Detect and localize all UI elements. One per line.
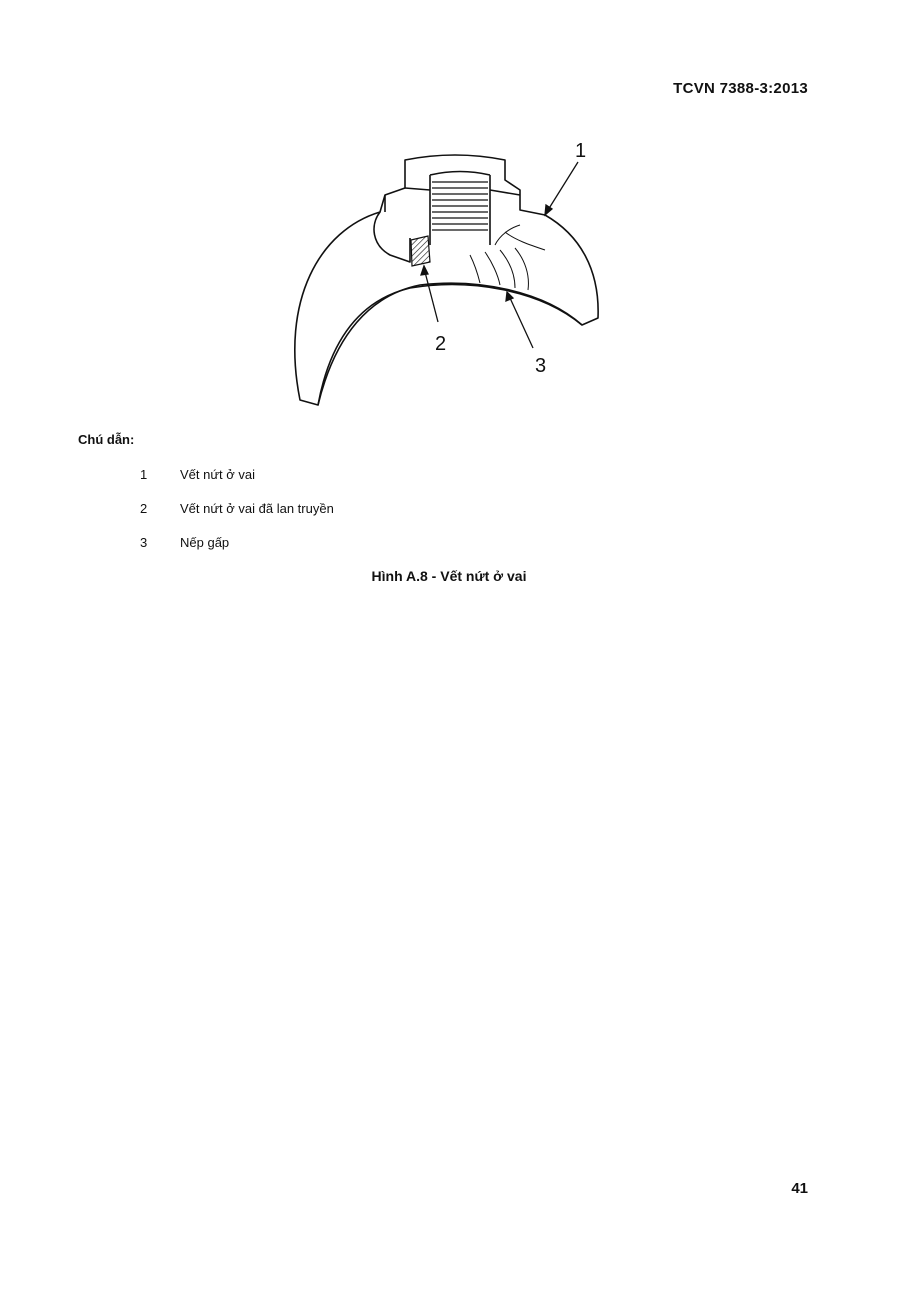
legend-item-number: 1 (140, 467, 148, 482)
shoulder-crack-figure (270, 130, 620, 420)
legend-item-text: Vết nứt ở vai đã lan truyền (180, 501, 334, 516)
callout-1-leader (548, 162, 578, 210)
legend-item (140, 467, 334, 501)
legend-item-text: Vết nứt ở vai (180, 467, 256, 482)
legend-item-number: 3 (140, 535, 148, 550)
callout-3-leader (510, 298, 533, 348)
legend-item (140, 535, 334, 569)
cylinder-shell-outline (295, 155, 598, 405)
callout-number-1: 1 (575, 140, 587, 162)
callout-number-2: 2 (435, 333, 447, 355)
legend-item-text: Nếp gấp (180, 535, 230, 550)
page-number: 41 (791, 1180, 808, 1197)
callout-3-arrow (506, 292, 513, 301)
callout-number-3: 3 (535, 355, 547, 377)
propagated-crack-area (411, 236, 430, 266)
document-standard-id: TCVN 7388-3:2013 (673, 80, 808, 97)
legend-title: Chú dẫn: (78, 432, 135, 447)
legend-item (140, 501, 334, 535)
legend-list (140, 467, 334, 569)
figure-caption: Hình A.8 - Vết nứt ở vai (371, 568, 527, 584)
legend-item-number: 2 (140, 501, 148, 516)
